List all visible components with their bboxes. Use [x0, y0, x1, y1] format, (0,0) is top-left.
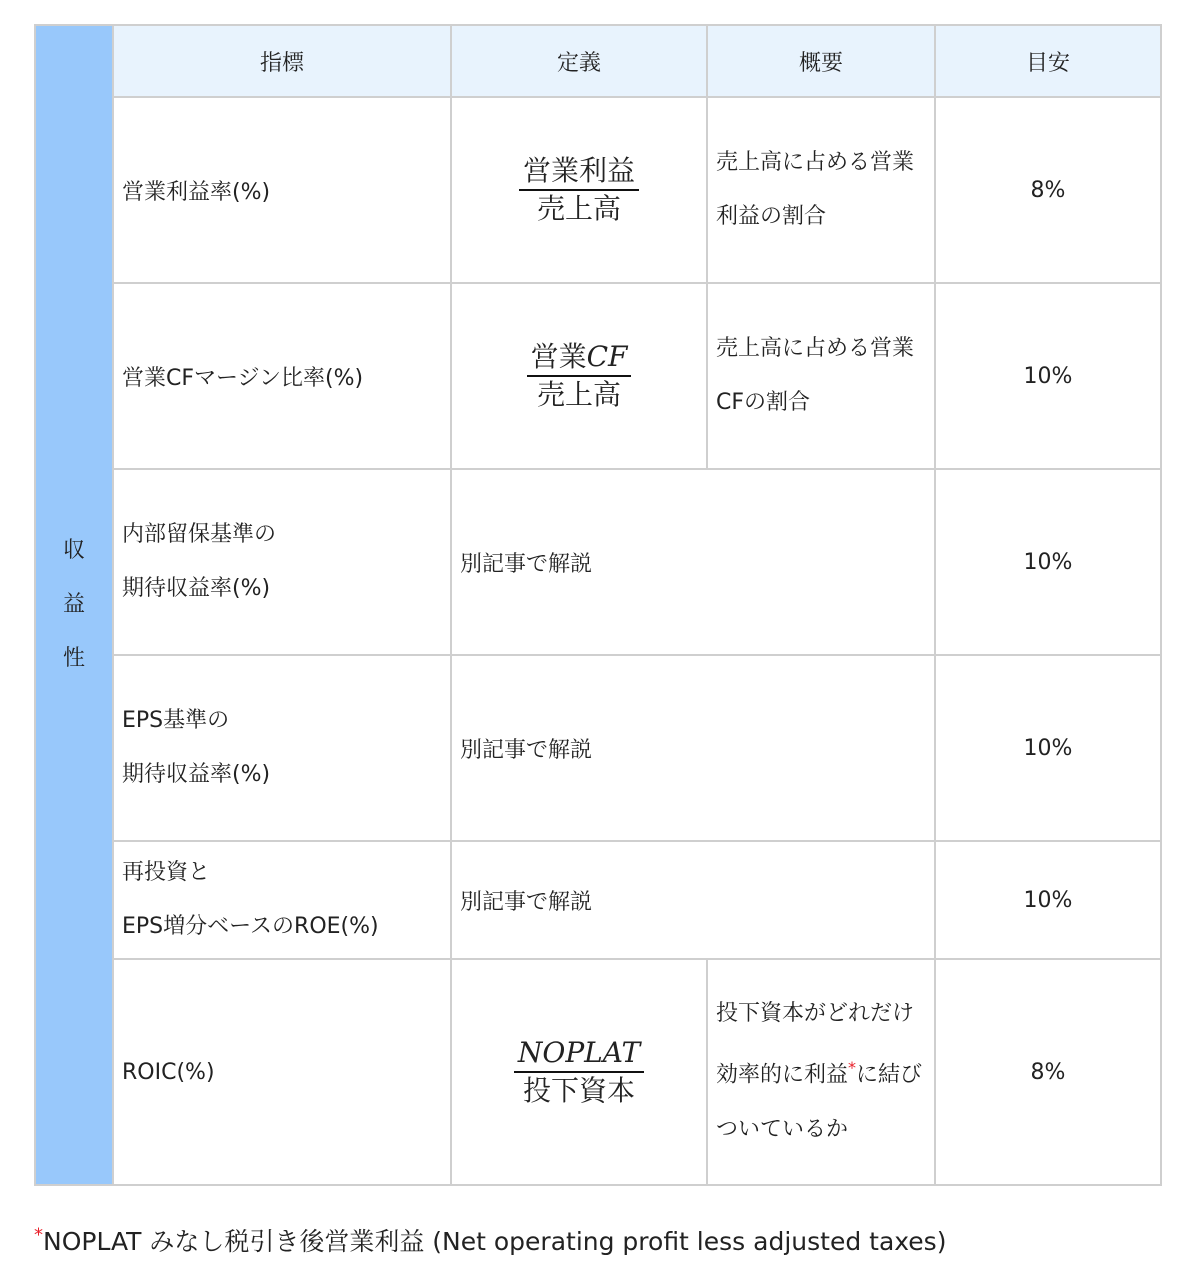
- numerator-text: 営業: [530, 340, 587, 373]
- metric-name: [113, 469, 451, 655]
- metric-name-line: 再投資と: [122, 860, 211, 885]
- metric-name: [113, 841, 451, 959]
- header-summary: 概要: [707, 25, 935, 97]
- metric-name-line: 内部留保基準の: [122, 522, 277, 547]
- metric-name-line: 期待収益率(%): [122, 576, 271, 601]
- definition: 別記事で解説: [451, 655, 935, 841]
- metric-name: 営業CFマージン比率(%): [113, 283, 451, 469]
- summary: 売上高に占める営業CFの割合: [707, 283, 935, 469]
- target: 10%: [935, 283, 1161, 469]
- target: 10%: [935, 469, 1161, 655]
- summary: 売上高に占める営業利益の割合: [707, 97, 935, 283]
- table-row: [35, 959, 1161, 1185]
- definition-formula: [451, 97, 707, 283]
- summary-text: 投下資本がどれだけ効率的に利益: [716, 1001, 915, 1088]
- metric-name: [113, 655, 451, 841]
- header-target: 目安: [935, 25, 1161, 97]
- category-char: 性: [62, 646, 85, 671]
- definition: 別記事で解説: [451, 841, 935, 959]
- table-row: [35, 469, 1161, 655]
- footnote-text: NOPLAT みなし税引き後営業利益 (Net operating profit less adjusted taxes): [43, 1227, 947, 1256]
- target: 10%: [935, 655, 1161, 841]
- numerator-var: CF: [586, 340, 628, 373]
- table-row: [35, 97, 1161, 283]
- header-metric: 指標: [113, 25, 451, 97]
- metric-name: 営業利益率(%): [113, 97, 451, 283]
- target: 8%: [935, 97, 1161, 283]
- metric-name-line: EPS増分ベースのROE(%): [122, 914, 379, 939]
- definition-formula: [451, 283, 707, 469]
- definition: 別記事で解説: [451, 469, 935, 655]
- target: 8%: [935, 959, 1161, 1185]
- footnote: [34, 1222, 946, 1258]
- denominator: 売上高: [536, 378, 621, 411]
- definition-formula: [451, 959, 707, 1185]
- target: 10%: [935, 841, 1161, 959]
- numerator: NOPLAT: [514, 1035, 644, 1073]
- footnote-marker: *: [34, 1224, 43, 1246]
- denominator: 売上高: [536, 192, 621, 225]
- footnote-marker: *: [848, 1058, 857, 1078]
- denominator: 投下資本: [522, 1074, 635, 1107]
- metrics-table: [34, 24, 1162, 1186]
- table-row: [35, 841, 1161, 959]
- summary-text: に結びついているか: [716, 1062, 923, 1142]
- numerator: [527, 339, 632, 377]
- metric-name-line: 期待収益率(%): [122, 762, 271, 787]
- header-row: [35, 25, 1161, 97]
- header-definition: 定義: [451, 25, 707, 97]
- metric-name-line: EPS基準の: [122, 708, 230, 733]
- category-char: 益: [62, 592, 85, 617]
- numerator: 営業利益: [519, 153, 639, 191]
- table-row: [35, 283, 1161, 469]
- category-cell: [35, 25, 113, 1185]
- category-char: 収: [62, 538, 85, 563]
- table-row: [35, 655, 1161, 841]
- metric-name: ROIC(%): [113, 959, 451, 1185]
- summary: [707, 959, 935, 1185]
